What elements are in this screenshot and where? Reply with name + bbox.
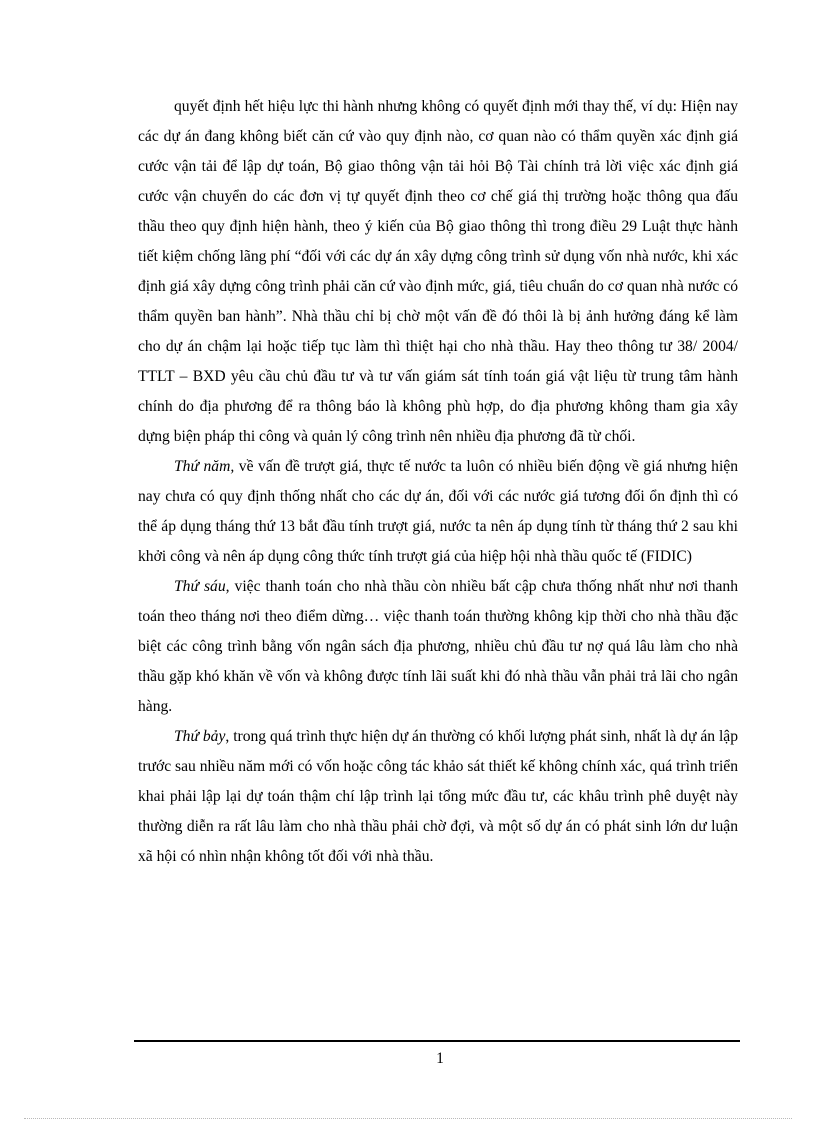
paragraph-2-text: về vấn đề trượt giá, thực tế nước ta luôn có nhiều biến động về giá nhưng hiện nay chưa có quy định thống nhất cho các dự án, đối với các nước giá tương đối ổn định thì có thể áp dụng tháng thứ 13 bắt đầu tính trượt giá, nước ta nên áp dụng tính từ tháng thứ 2 sau khi khởi công và nên áp dụng công thức tính trượt giá của hiệp hội nhà thầu quốc tế (FIDIC) [138, 458, 738, 565]
paragraph-4 [138, 722, 738, 872]
document-body [138, 92, 738, 872]
paragraph-3-lead: Thứ sáu, [174, 578, 230, 595]
footer-rule [134, 1040, 740, 1042]
page-number: 1 [436, 1050, 444, 1067]
paragraph-1 [138, 92, 738, 452]
paragraph-2 [138, 452, 738, 572]
paragraph-4-text: , trong quá trình thực hiện dự án thường có khối lượng phát sinh, nhất là dự án lập trước sau nhiều năm mới có vốn hoặc công tác khảo sát thiết kế không chính xác, quá trình triển khai phải lập lại dự toán thậm chí lập trình lại tổng mức đầu tư, các khâu trình phê duyệt này thường diễn ra rất lâu làm cho nhà thầu phải chờ đợi, và một số dự án có phát sinh lớn dư luận xã hội có nhìn nhận không tốt đối với nhà thầu. [138, 728, 739, 865]
page-bottom-dotted-line [24, 1118, 792, 1119]
paragraph-3-text: việc thanh toán cho nhà thầu còn nhiều bất cập chưa thống nhất như nơi thanh toán theo tháng nơi theo điểm dừng… việc thanh toán thường không kịp thời cho nhà thầu đặc biệt các công trình bằng vốn ngân sách địa phương, nhiều chủ đầu tư nợ quá lâu làm cho nhà thầu gặp khó khăn về vốn và không được tính lãi suất khi đó nhà thầu vẫn phải trả lãi cho ngân hàng. [138, 578, 739, 715]
paragraph-1-text: quyết định hết hiệu lực thi hành nhưng không có quyết định mới thay thế, ví dụ: Hiện nay các dự án đang không biết căn cứ vào quy định nào, cơ quan nào có thẩm quyền xác định giá cước vận tải để lập dự toán, Bộ giao thông vận tải hỏi Bộ Tài chính trả lời việc xác định giá cước vận chuyển do các đơn vị tự quyết định theo cơ chế giá thị trường hoặc thông qua đấu thầu theo quy định hiện hành, theo ý kiến của Bộ giao thông thì trong điều 29 Luật thực hành tiết kiệm chống lãng phí “đối với các dự án xây dựng công trình sử dụng vốn nhà nước, khi xác định giá xây dựng công trình phải căn cứ vào định mức, giá, tiêu chuẩn do cơ quan nhà nước có thẩm quyền ban hành”. Nhà thầu chỉ bị chờ một vấn đề đó thôi là bị ảnh hưởng đáng kể làm cho dự án chậm lại hoặc tiếp tục làm thì thiệt hại cho nhà thầu. Hay theo thông tư 38/ 2004/ TTLT – BXD yêu cầu chủ đầu tư và tư vấn giám sát tính toán giá vật liệu từ trung tâm hành chính do địa phương để ra thông báo là không phù hợp, do địa phương không tham gia xây dựng biện pháp thi công và quản lý công trình nên nhiều địa phương đã từ chối. [138, 98, 738, 445]
paragraph-3 [138, 572, 738, 722]
paragraph-4-lead: Thứ bảy [174, 728, 226, 745]
paragraph-2-lead: Thứ năm, [174, 458, 235, 475]
